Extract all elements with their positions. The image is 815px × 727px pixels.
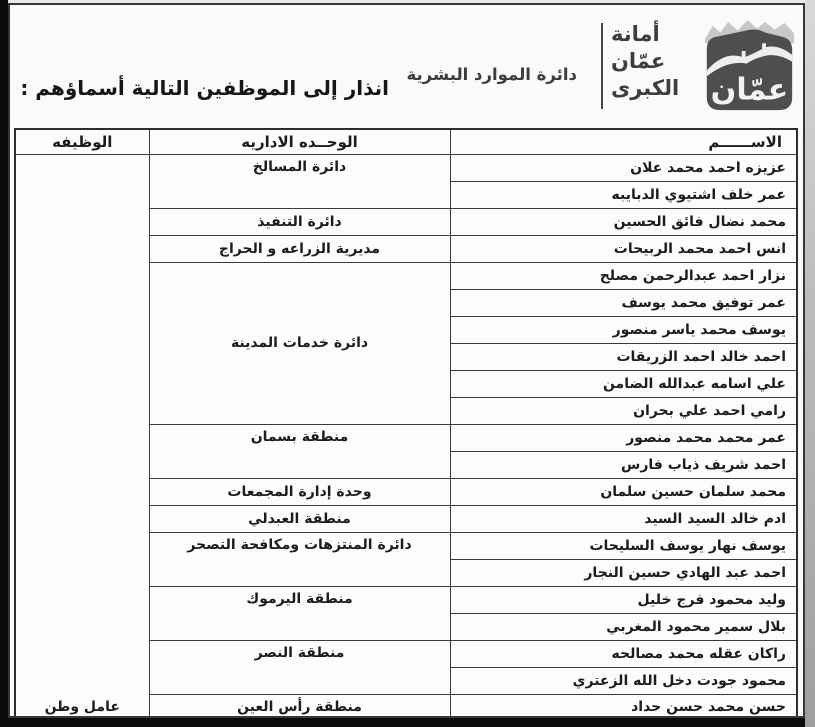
department-label: دائرة الموارد البشرية: [406, 65, 577, 84]
column-header-job: الوظيفه: [15, 129, 149, 154]
org-name-line-2: عمّان: [611, 49, 666, 73]
employee-name-cell: يوسف محمد ياسر منصور: [450, 316, 797, 343]
employee-name-cell: احمد شريف ذياب فارس: [450, 451, 797, 478]
employee-name-cell: عمر خلف اشتيوي الدبايبه: [450, 181, 797, 208]
employee-name-cell: نزار احمد عبدالرحمن مصلح: [450, 262, 797, 289]
amman-municipality-logo-icon: [701, 16, 798, 117]
svg-text:عمّان: عمّان: [710, 72, 789, 108]
employee-name-cell: رامي احمد علي بحران: [450, 397, 797, 424]
admin-unit-cell: دائرة التنفيذ: [149, 208, 450, 235]
admin-unit-cell: مديرية الزراعه و الحراج: [149, 235, 450, 262]
admin-unit-cell: وحدة إدارة المجمعات: [149, 478, 450, 505]
admin-unit-cell: منطقة اليرموك: [149, 586, 450, 640]
employee-table-body: [15, 154, 797, 718]
admin-unit-cell: دائرة المسالخ: [149, 154, 450, 208]
employee-name-cell: حسن محمد حسن حداد: [450, 694, 797, 718]
column-header-name: الاســــــم: [450, 129, 797, 154]
admin-unit-cell: دائرة خدمات المدينة: [149, 262, 450, 424]
employee-name-cell: محمود جودت دخل الله الزعتري: [450, 667, 797, 694]
employee-name-cell: عمر توفيق محمد يوسف: [450, 289, 797, 316]
page-title: انذار إلى الموظفين التالية أسماؤهم :: [20, 76, 389, 100]
table-row: [15, 154, 797, 181]
employee-name-cell: انس احمد محمد الربيحات: [450, 235, 797, 262]
admin-unit-cell: منطقة العبدلي: [149, 505, 450, 532]
employee-name-cell: عمر محمد محمد منصور: [450, 424, 797, 451]
employee-name-cell: بلال سمير محمود المغربي: [450, 613, 797, 640]
employee-name-cell: ادم خالد السيد السيد: [450, 505, 797, 532]
employee-name-cell: علي اسامه عبدالله الضامن: [450, 370, 797, 397]
employee-name-cell: يوسف نهار يوسف السليحات: [450, 532, 797, 559]
employee-name-cell: راكان عقله محمد مصالحه: [450, 640, 797, 667]
admin-unit-cell: منطقة النصر: [149, 640, 450, 694]
admin-unit-cell: منطقة رأس العين: [149, 694, 450, 718]
employee-table: [14, 128, 798, 718]
photo-right-edge: [805, 0, 815, 727]
admin-unit-cell: منطقة بسمان: [149, 424, 450, 478]
employee-name-cell: وليد محمود فرج خليل: [450, 586, 797, 613]
column-header-unit: الوحــده الاداريه: [149, 129, 450, 154]
employee-name-cell: محمد نضال فائق الحسين: [450, 208, 797, 235]
admin-unit-cell: دائرة المنتزهات ومكافحة التصحر: [149, 532, 450, 586]
table-header-row: [15, 129, 797, 154]
employee-name-cell: عزيزه احمد محمد علان: [450, 154, 797, 181]
employee-name-cell: محمد سلمان حسين سلمان: [450, 478, 797, 505]
employee-name-cell: احمد عبد الهادي حسين النجار: [450, 559, 797, 586]
org-name-line-3: الكبرى: [611, 76, 680, 100]
employee-name-cell: احمد خالد احمد الزريقات: [450, 343, 797, 370]
job-cell: عامل وطن: [15, 154, 149, 718]
org-name-line-1: أمانة: [611, 22, 660, 46]
header-divider: [601, 23, 603, 109]
org-name: [611, 21, 699, 102]
document-page: [8, 3, 805, 718]
